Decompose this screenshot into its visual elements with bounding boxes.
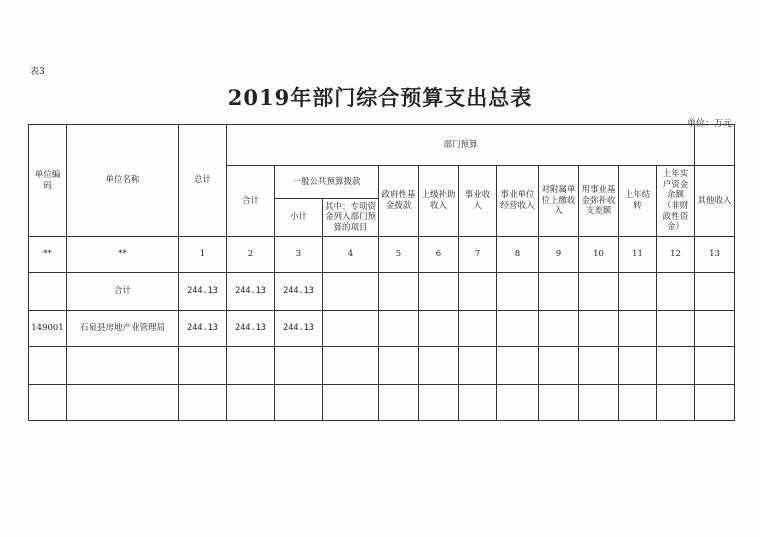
header-prev-balance: 上年实户资金余额（非财政性资金） <box>657 166 695 237</box>
cell-unit-name: 石泉县房地产业管理局 <box>67 311 179 347</box>
cell-total: 244.13 <box>179 273 227 311</box>
header-subcount: 小计 <box>275 199 323 237</box>
cell <box>497 273 539 311</box>
index-cell: ** <box>29 237 67 273</box>
budget-table <box>28 124 735 421</box>
header-career-operating: 事业单位经营收入 <box>497 166 539 237</box>
cell <box>323 385 379 421</box>
index-cell: 12 <box>657 237 695 273</box>
cell <box>29 385 67 421</box>
cell <box>419 273 459 311</box>
cell <box>539 385 579 421</box>
table-row <box>29 311 735 347</box>
cell <box>323 273 379 311</box>
cell <box>459 347 497 385</box>
table-number: 表3 <box>30 67 45 77</box>
index-cell: 8 <box>497 237 539 273</box>
index-cell: 13 <box>695 237 735 273</box>
table-row <box>29 385 735 421</box>
cell <box>695 385 735 421</box>
cell-sum: 244.13 <box>227 273 275 311</box>
cell <box>29 347 67 385</box>
header-other-income: 其他收入 <box>695 166 735 237</box>
cell <box>275 347 323 385</box>
index-cell: ** <box>67 237 179 273</box>
index-cell: 10 <box>579 237 619 273</box>
cell <box>323 347 379 385</box>
cell <box>695 347 735 385</box>
cell-total: 244.13 <box>179 311 227 347</box>
index-cell: 4 <box>323 237 379 273</box>
cell <box>459 273 497 311</box>
cell <box>67 385 179 421</box>
cell <box>619 385 657 421</box>
page-title: 2019年部门综合预算支出总表 <box>227 85 533 110</box>
cell-unit-code <box>29 273 67 311</box>
cell <box>419 311 459 347</box>
cell <box>179 385 227 421</box>
cell <box>539 273 579 311</box>
header-carryover: 上年结转 <box>619 166 657 237</box>
cell-sum: 244.13 <box>227 311 275 347</box>
cell <box>579 385 619 421</box>
cell <box>695 273 735 311</box>
cell <box>579 311 619 347</box>
cell <box>619 273 657 311</box>
header-general-budget: 一般公共预算拨款 <box>275 166 379 199</box>
cell <box>323 311 379 347</box>
header-blank <box>695 125 735 166</box>
index-cell: 5 <box>379 237 419 273</box>
index-row <box>29 237 735 273</box>
header-superior-subsidy: 上级补助收入 <box>419 166 459 237</box>
header-special-funds: 其中：专项资金列入部门预算的项目 <box>323 199 379 237</box>
index-cell: 7 <box>459 237 497 273</box>
cell-subcount: 244.13 <box>275 311 323 347</box>
table-row <box>29 273 735 311</box>
cell <box>67 347 179 385</box>
cell <box>419 385 459 421</box>
cell <box>539 311 579 347</box>
cell-unit-name: 合计 <box>67 273 179 311</box>
cell <box>657 385 695 421</box>
header-unit-code: 单位编码 <box>29 125 67 237</box>
cell <box>579 347 619 385</box>
header-affiliated-income: 对附属单位上缴收入 <box>539 166 579 237</box>
cell <box>275 385 323 421</box>
cell <box>657 273 695 311</box>
cell-subcount: 244.13 <box>275 273 323 311</box>
cell <box>657 347 695 385</box>
cell <box>379 273 419 311</box>
index-cell: 2 <box>227 237 275 273</box>
header-total: 总计 <box>179 125 227 237</box>
unit-label: 单位：万元 <box>686 119 732 129</box>
cell <box>619 347 657 385</box>
header-career-income: 事业收入 <box>459 166 497 237</box>
cell <box>459 385 497 421</box>
index-cell: 6 <box>419 237 459 273</box>
header-sum: 合计 <box>227 166 275 237</box>
cell <box>379 347 419 385</box>
index-cell: 3 <box>275 237 323 273</box>
cell <box>497 385 539 421</box>
cell <box>619 311 657 347</box>
cell <box>579 273 619 311</box>
cell <box>657 311 695 347</box>
cell <box>179 347 227 385</box>
cell <box>459 311 497 347</box>
header-fund-cover: 用事业基金弥补收支差额 <box>579 166 619 237</box>
cell <box>497 347 539 385</box>
header-dept-budget: 部门预算 <box>227 125 695 166</box>
header-unit-name: 单位名称 <box>67 125 179 237</box>
cell-unit-code: 149001 <box>29 311 67 347</box>
cell <box>379 385 419 421</box>
table-row <box>29 347 735 385</box>
index-cell: 1 <box>179 237 227 273</box>
cell <box>419 347 459 385</box>
header-gov-fund: 政府性基金拨款 <box>379 166 419 237</box>
index-cell: 11 <box>619 237 657 273</box>
index-cell: 9 <box>539 237 579 273</box>
cell <box>497 311 539 347</box>
cell <box>379 311 419 347</box>
cell <box>227 347 275 385</box>
cell <box>695 311 735 347</box>
cell <box>539 347 579 385</box>
cell <box>227 385 275 421</box>
